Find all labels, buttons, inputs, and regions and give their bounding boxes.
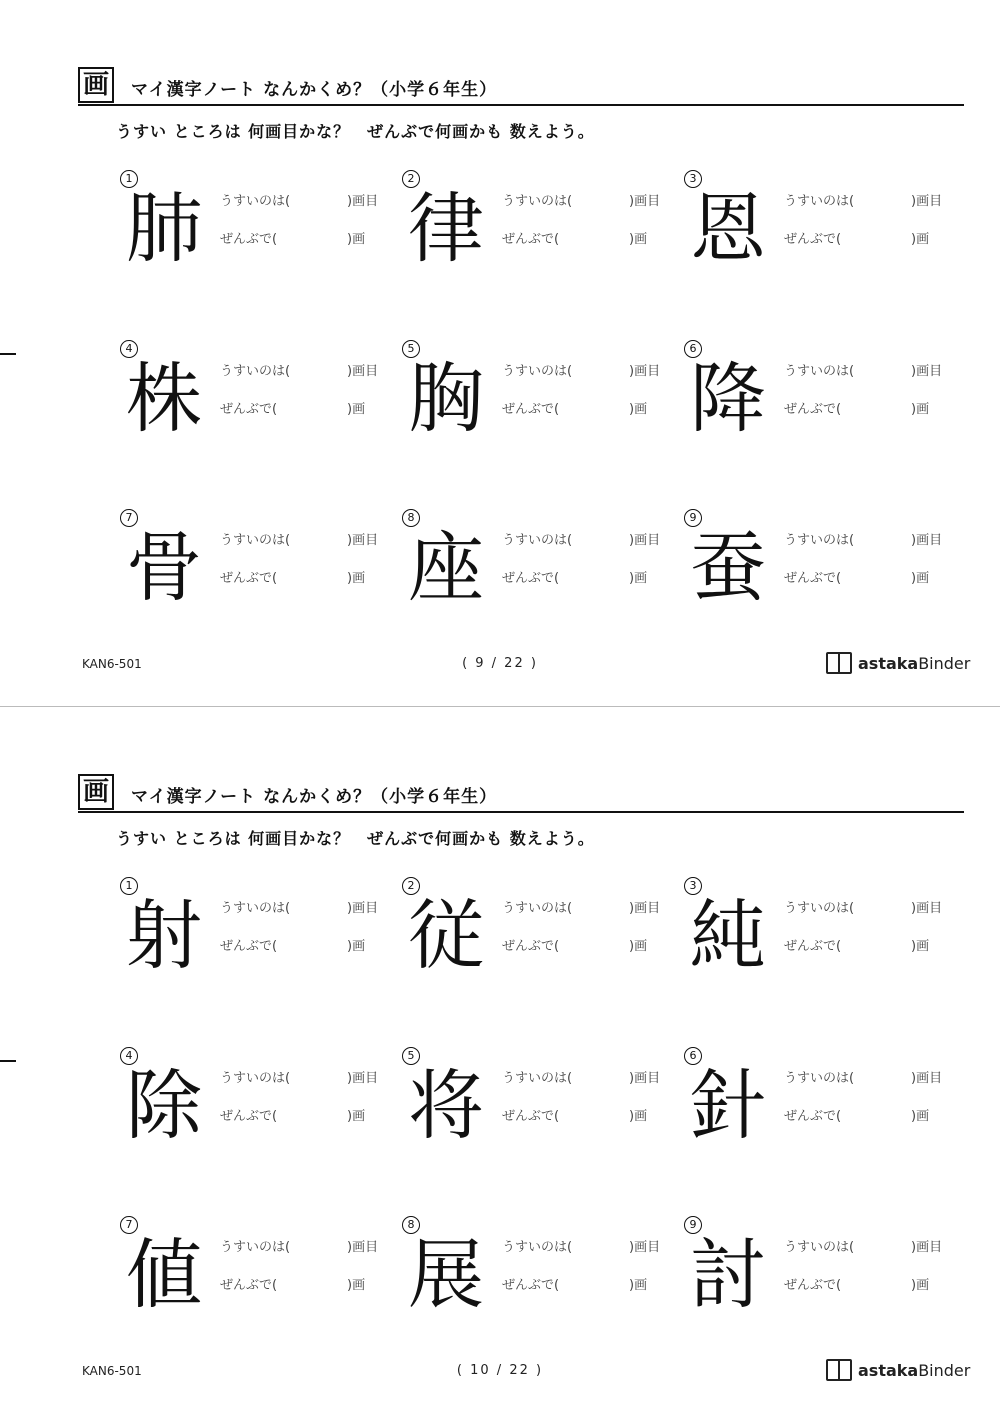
answer-suffix: )画 (911, 939, 930, 954)
total-stroke-answer (784, 228, 929, 247)
question-number: 3 (684, 170, 702, 188)
answer-suffix: )画目 (347, 1240, 379, 1255)
total-stroke-answer (220, 1274, 365, 1293)
answer-label: ぜんぶで( (502, 1109, 560, 1124)
total-stroke-answer (502, 228, 647, 247)
kanji-character: 将 (408, 1061, 484, 1150)
answer-suffix: )画目 (629, 1071, 661, 1086)
kanji-character: 肺 (126, 184, 202, 273)
answer-label: うすいのは( (220, 901, 291, 916)
total-stroke-answer (220, 1105, 365, 1124)
answer-suffix: )画 (629, 939, 648, 954)
answer-suffix: )画 (911, 232, 930, 247)
question-number: 1 (120, 877, 138, 895)
kanji-character: 恩 (690, 184, 766, 273)
page-title: マイ漢字ノート なんかくめ？（小学６年生） (131, 80, 498, 100)
answer-suffix: )画目 (911, 901, 943, 916)
faint-stroke-answer (220, 897, 378, 916)
book-icon (826, 1359, 852, 1381)
answer-label: うすいのは( (220, 1240, 291, 1255)
binding-mark (0, 353, 16, 355)
faint-stroke-answer (784, 897, 942, 916)
answer-label: うすいのは( (784, 901, 855, 916)
question-number: 6 (684, 340, 702, 358)
instructions: うすい ところは 何画目かな？ ぜんぶで何画かも 数えよう。 (116, 122, 595, 141)
question-number: 5 (402, 340, 420, 358)
total-stroke-answer (502, 567, 647, 586)
answer-label: うすいのは( (220, 533, 291, 548)
faint-stroke-answer (220, 529, 378, 548)
page-separator (0, 706, 1000, 707)
faint-stroke-answer (502, 1067, 660, 1086)
brand-name-bold: astaka (858, 1360, 919, 1380)
answer-label: ぜんぶで( (220, 939, 278, 954)
kanji-character: 降 (690, 354, 766, 443)
book-icon (826, 652, 852, 674)
answer-suffix: )画目 (629, 1240, 661, 1255)
binding-mark (0, 1060, 16, 1062)
answer-suffix: )画目 (629, 364, 661, 379)
question-number: 2 (402, 877, 420, 895)
kanji-question (402, 877, 662, 987)
answer-label: うすいのは( (220, 364, 291, 379)
answer-label: ぜんぶで( (220, 571, 278, 586)
answer-suffix: )画目 (629, 901, 661, 916)
brand-name-regular: Binder (918, 1360, 971, 1380)
faint-stroke-answer (784, 360, 942, 379)
faint-stroke-answer (502, 529, 660, 548)
brand-name (858, 1361, 970, 1380)
answer-suffix: )画 (629, 402, 648, 417)
kanji-question (402, 1047, 662, 1157)
answer-suffix: )画 (911, 402, 930, 417)
answer-suffix: )画 (347, 1278, 366, 1293)
faint-stroke-answer (220, 190, 378, 209)
kanji-character: 胸 (408, 354, 484, 443)
kanji-question (684, 877, 944, 987)
kanji-question (402, 340, 662, 450)
kanji-character: 射 (126, 891, 202, 980)
question-number: 1 (120, 170, 138, 188)
brand-logo (826, 1359, 970, 1381)
answer-suffix: )画 (911, 1109, 930, 1124)
answer-label: ぜんぶで( (784, 232, 842, 247)
answer-label: ぜんぶで( (784, 571, 842, 586)
kanji-question (684, 509, 944, 619)
total-stroke-answer (784, 398, 929, 417)
answer-suffix: )画 (629, 232, 648, 247)
page-number: ( 10 / 22 ) (456, 1363, 544, 1378)
answer-label: ぜんぶで( (220, 1109, 278, 1124)
instructions: うすい ところは 何画目かな？ ぜんぶで何画かも 数えよう。 (116, 829, 595, 848)
header-stroke-icon: 画 (78, 774, 114, 810)
answer-suffix: )画目 (347, 901, 379, 916)
answer-suffix: )画 (347, 402, 366, 417)
answer-suffix: )画目 (911, 1240, 943, 1255)
answer-label: うすいのは( (502, 1240, 573, 1255)
total-stroke-answer (784, 935, 929, 954)
brand-name-regular: Binder (918, 653, 971, 673)
kanji-question (120, 1047, 380, 1157)
answer-suffix: )画 (911, 1278, 930, 1293)
answer-label: ぜんぶで( (784, 1109, 842, 1124)
answer-suffix: )画目 (347, 1071, 379, 1086)
answer-label: ぜんぶで( (784, 939, 842, 954)
answer-suffix: )画 (347, 939, 366, 954)
total-stroke-answer (220, 228, 365, 247)
kanji-question (120, 340, 380, 450)
answer-label: うすいのは( (502, 194, 573, 209)
answer-label: ぜんぶで( (502, 571, 560, 586)
question-number: 4 (120, 1047, 138, 1065)
answer-label: うすいのは( (784, 1071, 855, 1086)
header-rule (78, 104, 964, 106)
answer-label: ぜんぶで( (220, 402, 278, 417)
kanji-question (684, 1047, 944, 1157)
total-stroke-answer (502, 1105, 647, 1124)
faint-stroke-answer (784, 190, 942, 209)
total-stroke-answer (220, 935, 365, 954)
answer-label: ぜんぶで( (220, 1278, 278, 1293)
answer-suffix: )画 (347, 232, 366, 247)
faint-stroke-answer (784, 1067, 942, 1086)
faint-stroke-answer (502, 190, 660, 209)
question-number: 9 (684, 1216, 702, 1234)
faint-stroke-answer (220, 1067, 378, 1086)
answer-label: ぜんぶで( (784, 402, 842, 417)
question-number: 8 (402, 1216, 420, 1234)
total-stroke-answer (784, 1274, 929, 1293)
kanji-character: 討 (690, 1230, 766, 1319)
answer-suffix: )画目 (911, 1071, 943, 1086)
faint-stroke-answer (502, 360, 660, 379)
faint-stroke-answer (220, 1236, 378, 1255)
header-rule (78, 811, 964, 813)
kanji-character: 値 (126, 1230, 202, 1319)
kanji-question (120, 1216, 380, 1326)
answer-label: ぜんぶで( (220, 232, 278, 247)
question-number: 8 (402, 509, 420, 527)
kanji-character: 純 (690, 891, 766, 980)
question-number: 5 (402, 1047, 420, 1065)
answer-label: ぜんぶで( (502, 939, 560, 954)
kanji-character: 律 (408, 184, 484, 273)
faint-stroke-answer (502, 1236, 660, 1255)
worksheet-code: KAN6-501 (82, 1364, 142, 1378)
kanji-character: 従 (408, 891, 484, 980)
kanji-question (402, 1216, 662, 1326)
answer-suffix: )画 (347, 571, 366, 586)
question-number: 2 (402, 170, 420, 188)
worksheet-page (0, 0, 1000, 707)
header-stroke-icon: 画 (78, 67, 114, 103)
faint-stroke-answer (784, 1236, 942, 1255)
kanji-question (684, 170, 944, 280)
kanji-character: 蚕 (690, 523, 766, 612)
total-stroke-answer (784, 1105, 929, 1124)
answer-label: うすいのは( (502, 364, 573, 379)
kanji-character: 展 (408, 1230, 484, 1319)
answer-label: ぜんぶで( (784, 1278, 842, 1293)
kanji-character: 骨 (126, 523, 202, 612)
worksheet-code: KAN6-501 (82, 657, 142, 671)
answer-suffix: )画 (911, 571, 930, 586)
answer-label: ぜんぶで( (502, 1278, 560, 1293)
faint-stroke-answer (220, 360, 378, 379)
answer-suffix: )画 (629, 571, 648, 586)
answer-suffix: )画目 (911, 194, 943, 209)
answer-label: うすいのは( (784, 533, 855, 548)
answer-label: うすいのは( (220, 194, 291, 209)
kanji-character: 針 (690, 1061, 766, 1150)
answer-suffix: )画 (629, 1278, 648, 1293)
answer-label: ぜんぶで( (502, 402, 560, 417)
answer-label: うすいのは( (502, 1071, 573, 1086)
answer-label: うすいのは( (502, 533, 573, 548)
kanji-question (120, 877, 380, 987)
answer-label: うすいのは( (784, 1240, 855, 1255)
question-number: 7 (120, 1216, 138, 1234)
total-stroke-answer (502, 398, 647, 417)
kanji-character: 株 (126, 354, 202, 443)
page-number: ( 9 / 22 ) (462, 656, 538, 671)
brand-name-bold: astaka (858, 653, 919, 673)
brand-logo (826, 652, 970, 674)
kanji-character: 除 (126, 1061, 202, 1150)
kanji-character: 座 (408, 523, 484, 612)
question-number: 4 (120, 340, 138, 358)
page-title: マイ漢字ノート なんかくめ？（小学６年生） (131, 787, 498, 807)
worksheet-page (0, 707, 1000, 1414)
total-stroke-answer (784, 567, 929, 586)
answer-suffix: )画 (629, 1109, 648, 1124)
question-number: 7 (120, 509, 138, 527)
answer-suffix: )画目 (347, 364, 379, 379)
kanji-question (120, 170, 380, 280)
faint-stroke-answer (502, 897, 660, 916)
question-number: 3 (684, 877, 702, 895)
brand-name (858, 654, 970, 673)
answer-suffix: )画目 (911, 533, 943, 548)
kanji-question (684, 340, 944, 450)
answer-label: うすいのは( (502, 901, 573, 916)
kanji-question (120, 509, 380, 619)
kanji-question (402, 509, 662, 619)
answer-label: うすいのは( (220, 1071, 291, 1086)
answer-suffix: )画目 (911, 364, 943, 379)
kanji-question (402, 170, 662, 280)
total-stroke-answer (220, 398, 365, 417)
question-number: 9 (684, 509, 702, 527)
total-stroke-answer (502, 1274, 647, 1293)
question-number: 6 (684, 1047, 702, 1065)
answer-label: うすいのは( (784, 194, 855, 209)
answer-suffix: )画目 (347, 533, 379, 548)
total-stroke-answer (220, 567, 365, 586)
answer-label: うすいのは( (784, 364, 855, 379)
answer-suffix: )画 (347, 1109, 366, 1124)
kanji-question (684, 1216, 944, 1326)
answer-suffix: )画目 (629, 194, 661, 209)
total-stroke-answer (502, 935, 647, 954)
answer-suffix: )画目 (347, 194, 379, 209)
answer-label: ぜんぶで( (502, 232, 560, 247)
answer-suffix: )画目 (629, 533, 661, 548)
faint-stroke-answer (784, 529, 942, 548)
